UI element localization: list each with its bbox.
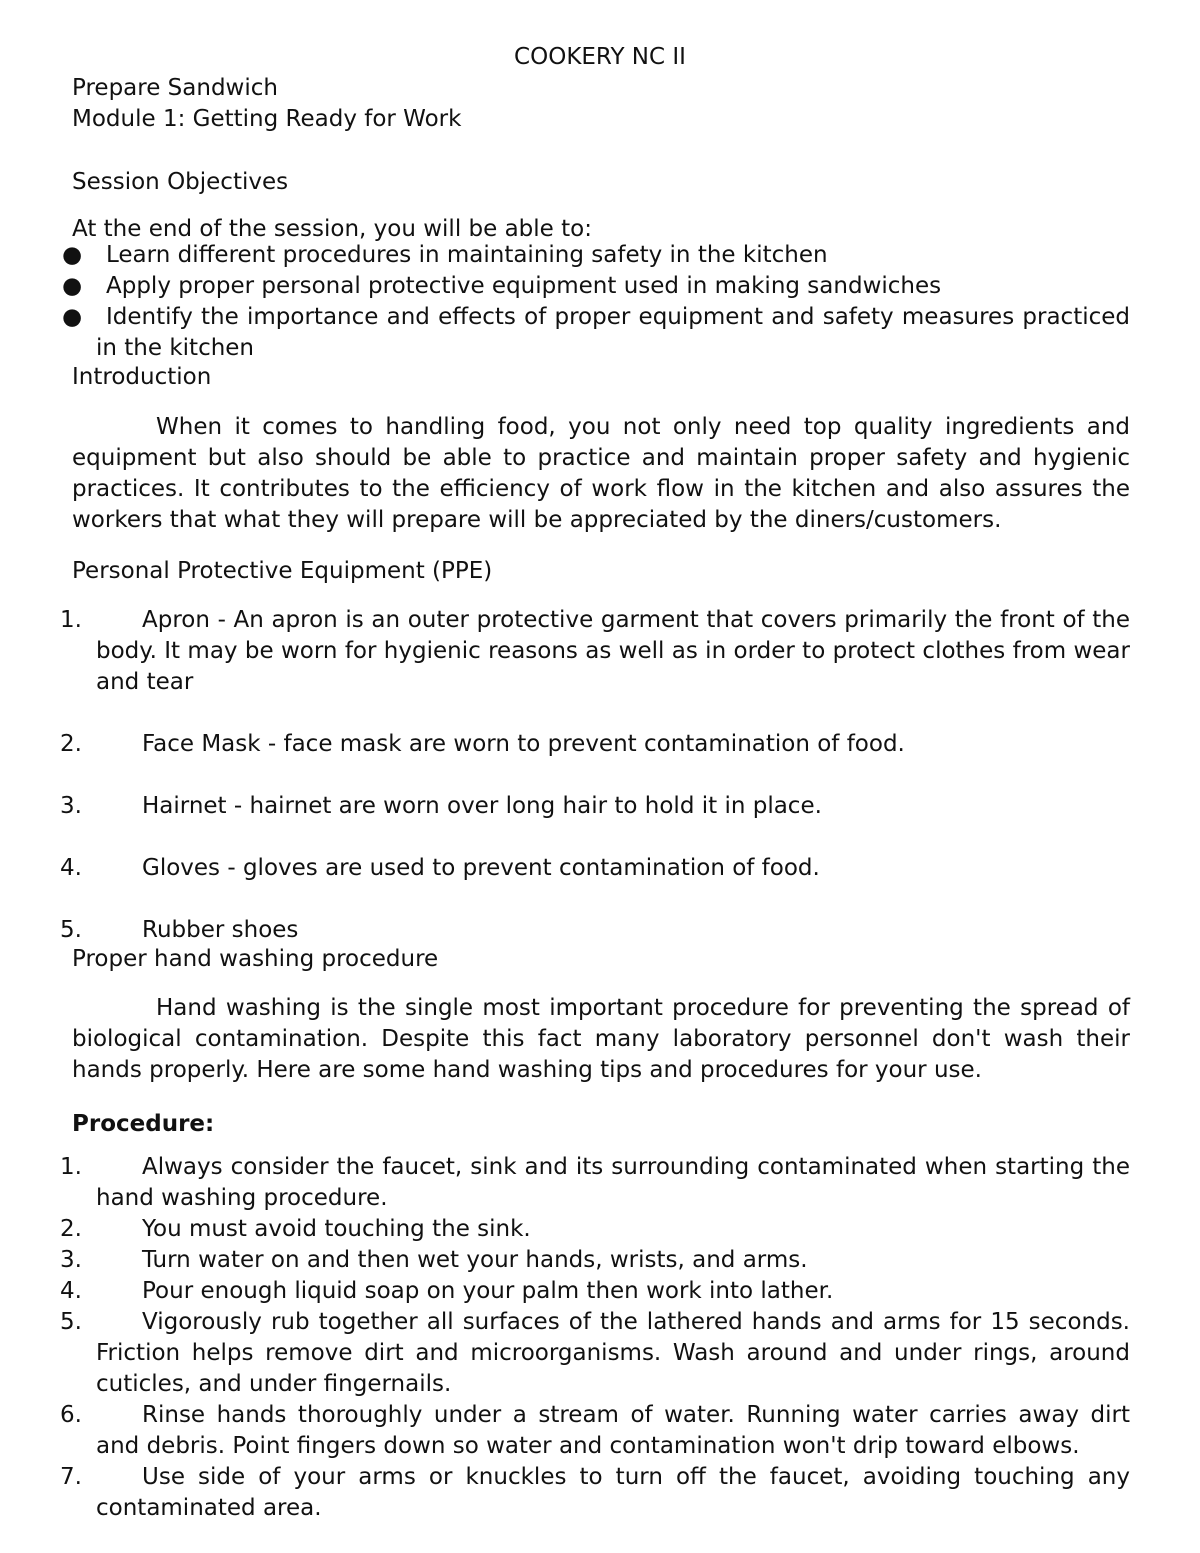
procedure-list (0, 1152, 1200, 1524)
introduction-paragraph: When it comes to handling food, you not only need top quality ingredients and equipment but also should be able to practice and maintain proper safety and hygienic practices. It contributes to the efficiency of work flow in the kitchen and also assures the workers that what they will prepare will be appreciated by the diners/customers. (72, 414, 1130, 533)
ppe-list (0, 915, 1200, 946)
list-item: 1. Apron - An apron is an outer protective garment that covers primarily the front of the body. It may be worn for hygienic reasons as well as in order to protect clothes from wear and tear (60, 607, 1130, 695)
list-item: 3. Hairnet - hairnet are worn over long hair to hold it in place. (60, 793, 822, 819)
bullet-icon: ● (62, 242, 83, 268)
list-item: ● Learn different procedures in maintaining safety in the kitchen (0, 240, 1130, 271)
ppe-list (0, 853, 1200, 884)
handwashing-heading: Proper hand washing procedure (72, 946, 439, 972)
list-item: 6. Rinse hands thoroughly under a stream of water. Running water carries away dirt and debris. Point fingers down so water and contamination won't drip toward elbows. (60, 1402, 1130, 1459)
module-title: Module 1: Getting Ready for Work (72, 106, 462, 132)
list-item: ● Identify the importance and effects of proper equipment and safety measures practiced in the kitchen (62, 304, 1130, 361)
ppe-heading: Personal Protective Equipment (PPE) (72, 558, 493, 584)
bullet-icon: ● (62, 273, 83, 299)
ppe-list (0, 729, 1200, 760)
subtitle: Prepare Sandwich (72, 75, 278, 101)
ppe-list (0, 605, 1200, 698)
list-item: 4. Gloves - gloves are used to prevent contamination of food. (60, 855, 820, 881)
list-item: 2. You must avoid touching the sink. (60, 1216, 531, 1242)
ppe-list (0, 791, 1200, 822)
bullet-icon: ● (62, 304, 83, 330)
objectives-heading: Session Objectives (72, 169, 289, 195)
list-item: 1. Always consider the faucet, sink and its surrounding contaminated when starting the hand washing procedure. (60, 1154, 1130, 1211)
list-item: ● Apply proper personal protective equipment used in making sandwiches (0, 271, 1130, 302)
list-item: 3. Turn water on and then wet your hands, wrists, and arms. (60, 1247, 808, 1273)
list-item: 5. Rubber shoes (60, 917, 299, 943)
objectives-list (0, 240, 1200, 364)
objectives-lead: At the end of the session, you will be able to: (72, 216, 592, 242)
handwashing-paragraph: Hand washing is the single most important procedure for preventing the spread of biological contamination. Despite this fact many laboratory personnel don't wash their hands properly. Here are some hand washing tips and procedures for your use. (72, 995, 1130, 1083)
procedure-heading: Procedure: (72, 1111, 215, 1137)
list-item: 2. Face Mask - face mask are worn to prevent contamination of food. (60, 731, 905, 757)
list-item: 5. Vigorously rub together all surfaces of the lathered hands and arms for 15 seconds. Friction helps remove dirt and microorganisms. Wash around and under rings, around cuticles, and under fingernails. (60, 1309, 1130, 1397)
document-title: COOKERY NC II (514, 44, 686, 70)
introduction-heading: Introduction (72, 364, 212, 390)
list-item: 4. Pour enough liquid soap on your palm then work into lather. (60, 1278, 834, 1304)
list-item: 7. Use side of your arms or knuckles to turn off the faucet, avoiding touching any contaminated area. (60, 1464, 1130, 1521)
